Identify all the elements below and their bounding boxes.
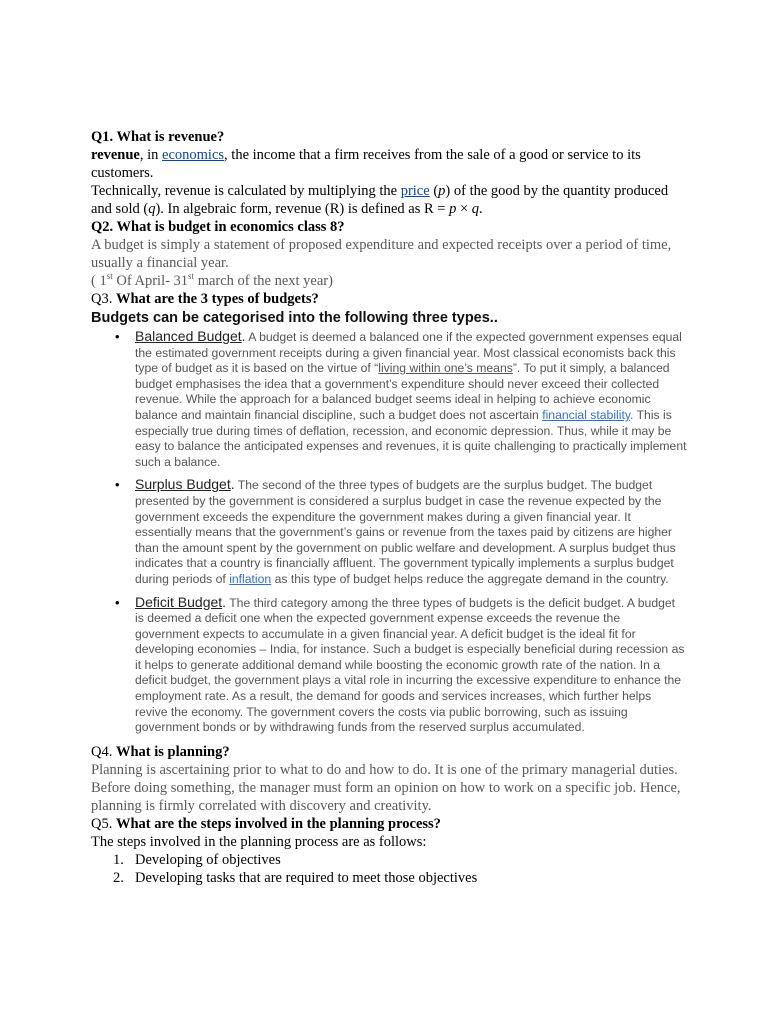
budget-types-list bbox=[91, 329, 687, 736]
living-within-means-text: living within one’s means bbox=[378, 361, 513, 376]
q2-answer: A budget is simply a statement of proposed expenditure and expected receipts over a period of time, usually a financial year. bbox=[91, 237, 672, 271]
q2-period: ( 1st Of April- 31st march of the next year) bbox=[91, 271, 333, 289]
list-item-deficit-budget: • Deficit Budget. The third category among the three types of budgets is the deficit budget. A budget is deemed a deficit one when the expected government expense exceeds the revenue the government expects to accumulate in a given financial year. A deficit budget is the ideal fit for developing economies – India, for instance. Such a budget is especially beneficial during recession as it helps to generate additional demand while boosting the economic growth rate of the nation. In a deficit budget, the government plays a vital role in incurring the excessive expenditure to enhance the employment rate. As a result, the demand for goods and services increases, which further helps revive the economy. The government covers the costs via public borrowing, such as issuing government bonds or by withdrawing funds from the reserved surplus accumulated. bbox=[115, 593, 685, 735]
revenue-term: revenue bbox=[91, 147, 140, 163]
q5-intro: The steps involved in the planning process are as follows: bbox=[91, 833, 427, 850]
bullet-icon: • bbox=[115, 477, 120, 493]
planning-steps-list bbox=[91, 851, 687, 887]
q1-question: Q1. What is revenue? bbox=[91, 129, 225, 145]
balanced-budget-term: Balanced Budget bbox=[135, 328, 242, 344]
bullet-icon: • bbox=[115, 329, 120, 344]
list-item: 1. Developing of objectives bbox=[113, 851, 281, 868]
surplus-budget-term: Surplus Budget bbox=[135, 476, 231, 493]
bullet-icon: • bbox=[115, 594, 120, 610]
q4-answer: Planning is ascertaining prior to what to do and how to do. It is one of the primary managerial duties. Before doing something, the manager must form an opinion on how to work on a specific job. Hence, planning is firmly correlated with discovery and creativity. bbox=[91, 761, 681, 814]
q2-question: Q2. What is budget in economics class 8? bbox=[91, 219, 345, 235]
economics-link[interactable]: economics bbox=[162, 147, 225, 163]
inflation-link[interactable]: inflation bbox=[229, 571, 272, 586]
document-page bbox=[91, 128, 687, 887]
q3-heading: Budgets can be categorised into the following three types.. bbox=[91, 310, 498, 326]
financial-stability-link[interactable]: financial stability bbox=[542, 407, 631, 422]
q4-question: Q4. What is planning? bbox=[91, 743, 230, 760]
list-item: 2. Developing tasks that are required to meet those objectives bbox=[113, 869, 478, 886]
price-link[interactable]: price bbox=[400, 183, 430, 199]
q1-answer: revenue, in economics, the income that a firm receives from the sale of a good or service to its customers. bbox=[91, 147, 641, 181]
q1-technical: Technically, revenue is calculated by multiplying the price (p) of the good by the quantity produced and sold (q). In algebraic form, revenue (R) is defined as R = p × q. bbox=[91, 183, 669, 217]
deficit-budget-term: Deficit Budget bbox=[135, 593, 223, 610]
list-item-surplus-budget: • Surplus Budget. The second of the three types of budgets are the surplus budget. The budget presented by the government is considered a surplus budget in case the revenue expected by the government exceeds the expenditure the government makes during a given financial year. It essentially means that the government’s gains or revenue from the taxes paid by citizens are higher than the amount spent by the government on public welfare and development. A surplus budget thus indicates that a country is financially affluent. The government typically implements a surplus budget during periods of inflation as this type of budget helps reduce the aggregate demand in the country. bbox=[115, 476, 676, 586]
q5-question: Q5. What are the steps involved in the planning process? bbox=[91, 815, 441, 832]
q3-question: Q3. What are the 3 types of budgets? bbox=[91, 291, 319, 307]
list-item-balanced-budget: • Balanced Budget. A budget is deemed a balanced one if the expected government expenses equal the estimated government receipts during a given financial year. Most classical economists back this type of budget as it is based on the virtue of “living within one’s means”. To put it simply, a balanced budget emphasises the idea that a government’s expenditure should never exceed their collected revenue. While the approach for a balanced budget seems ideal in helping to achieve economic balance and maintain financial discipline, such a budget does not ascertain financial stability. This is especially true during times of deflation, recession, and economic depression. Thus, while it may be easy to balance the anticipated expenses and revenues, it is quite challenging to practically implement such a balance. bbox=[115, 328, 687, 469]
